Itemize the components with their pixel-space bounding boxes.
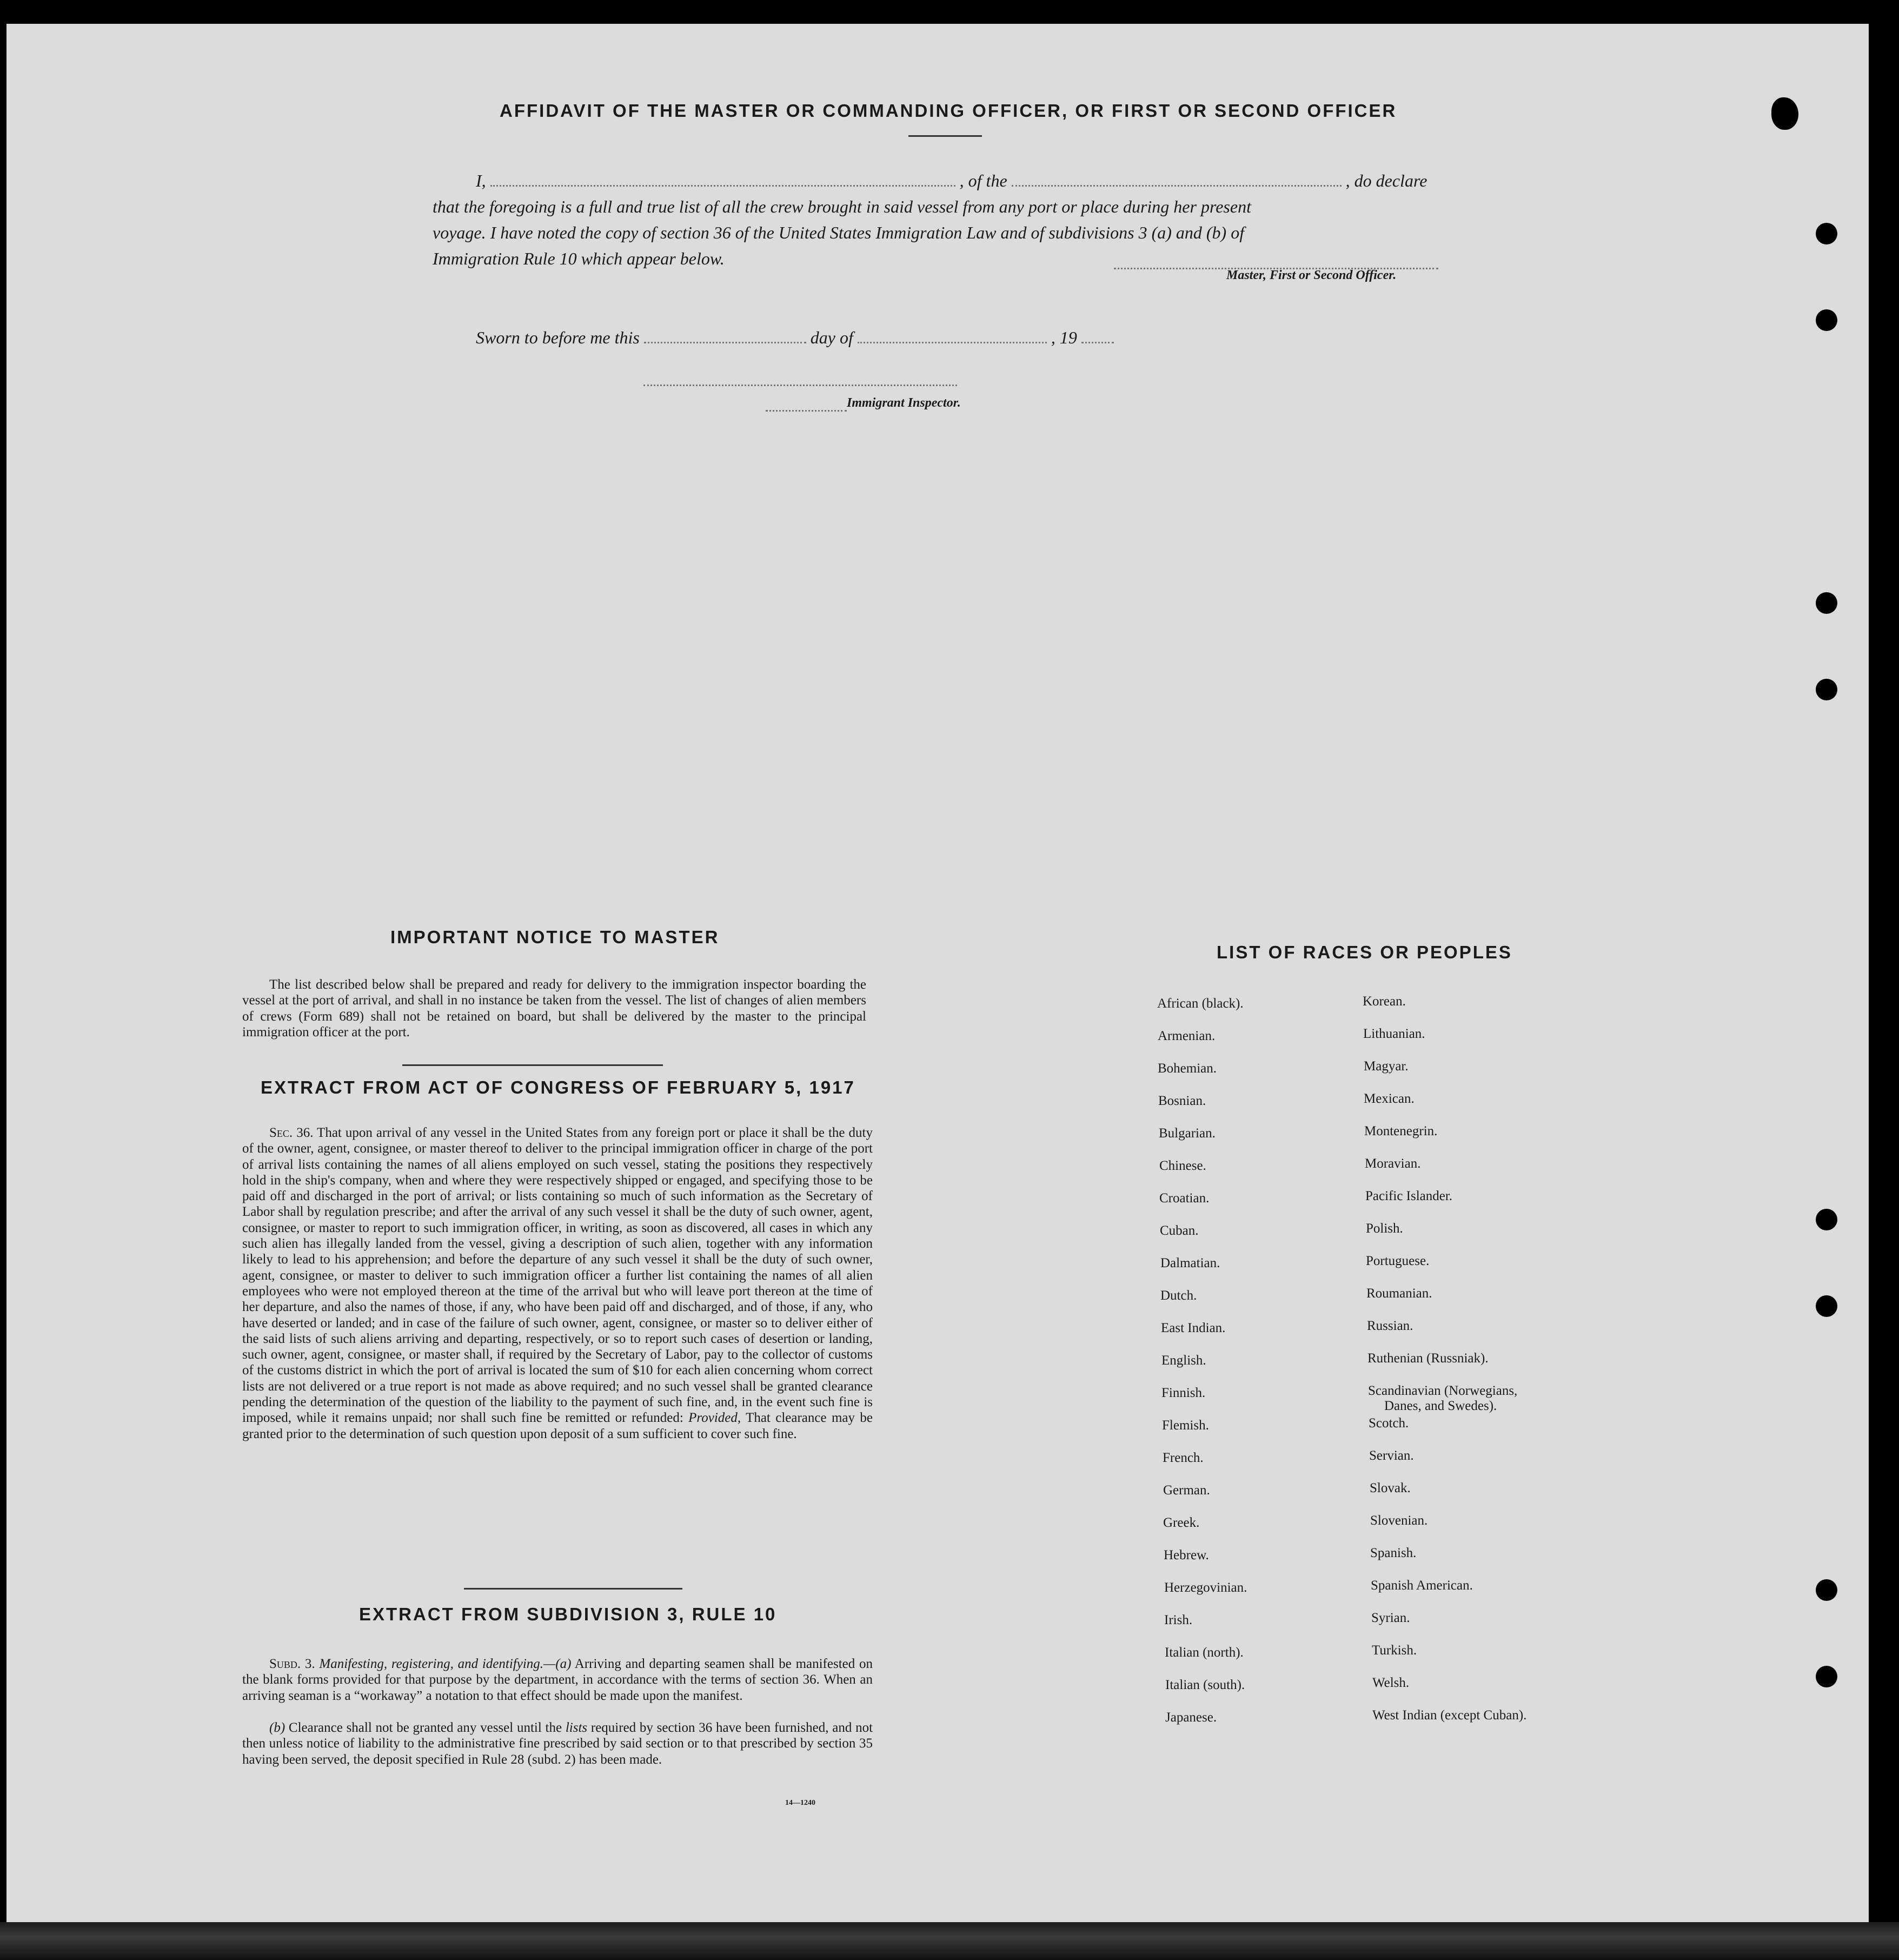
punch-hole-icon: [1816, 679, 1837, 700]
race-item: Armenian.: [1158, 1029, 1216, 1043]
race-item: East Indian.: [1161, 1321, 1226, 1335]
race-item: Pacific Islander.: [1365, 1189, 1453, 1203]
race-item: Herzegovinian.: [1164, 1580, 1247, 1595]
year-label: , 19: [1051, 328, 1077, 347]
race-item: Moravian.: [1365, 1156, 1421, 1171]
ink-blot-icon: [1771, 97, 1798, 130]
para-a-label: —(a): [543, 1657, 572, 1671]
race-item: English.: [1161, 1353, 1206, 1368]
act-extract-title: EXTRACT FROM ACT OF CONGRESS OF FEBRUARY 5, 1917: [261, 1077, 855, 1097]
section-label: Sec. 36.: [269, 1125, 314, 1140]
rule-extract-title: EXTRACT FROM SUBDIVISION 3, RULE 10: [359, 1604, 777, 1624]
form-number: 14—1240: [785, 1799, 815, 1807]
punch-hole-icon: [1816, 1666, 1837, 1687]
race-item: Cuban.: [1160, 1223, 1199, 1238]
race-item: Italian (north).: [1165, 1645, 1244, 1660]
title-rule: [908, 135, 982, 137]
declarant-prefix: I,: [476, 171, 486, 190]
para-b-text-1: Clearance shall not be granted any vessel until the: [288, 1720, 562, 1735]
notice-title: IMPORTANT NOTICE TO MASTER: [390, 927, 720, 947]
affidavit-title: AFFIDAVIT OF THE MASTER OR COMMANDING OFFICER, OR FIRST OR SECOND OFFICER: [500, 101, 1397, 121]
race-item: Russian.: [1367, 1319, 1413, 1333]
affidavit-line-4: Immigration Rule 10 which appear below.: [433, 249, 725, 268]
vessel-name-field[interactable]: [1012, 184, 1342, 187]
sworn-line: [476, 325, 1114, 350]
race-item: Bulgarian.: [1159, 1126, 1216, 1141]
provided-label: Provided,: [688, 1411, 741, 1426]
inspector-prefix-field[interactable]: [766, 409, 847, 412]
race-item: Magyar.: [1364, 1059, 1409, 1074]
race-item: Polish.: [1366, 1221, 1403, 1236]
para-b-label: (b): [269, 1720, 285, 1735]
race-item: German.: [1163, 1483, 1210, 1498]
para-b-text-2: required by section 36 have been furnished, and not then unless notice of liability to the administrative fine prescribed by said section or to that prescribed by section 35 having been served, the deposit specified in Rule 28 (subd. 2) has been made.: [242, 1720, 873, 1767]
race-item: Scotch.: [1369, 1416, 1409, 1431]
race-item: Finnish.: [1161, 1386, 1206, 1400]
race-item: Spanish.: [1370, 1546, 1417, 1560]
race-item: Lithuanian.: [1363, 1027, 1425, 1041]
race-item: Bohemian.: [1158, 1061, 1217, 1076]
inspector-signature-field[interactable]: [643, 384, 957, 386]
race-item: African (black).: [1157, 996, 1244, 1011]
punch-hole-icon: [1816, 309, 1837, 331]
sworn-month-field[interactable]: [858, 341, 1047, 343]
race-item: Bosnian.: [1158, 1094, 1206, 1108]
race-item: Irish.: [1164, 1613, 1193, 1627]
race-item: French.: [1163, 1451, 1204, 1465]
race-item: Roumanian.: [1366, 1286, 1432, 1301]
race-item: Ruthenian (Russniak).: [1367, 1351, 1489, 1366]
scan-border: [0, 1922, 1899, 1960]
inspector-label: Immigrant Inspector.: [847, 396, 961, 410]
master-signature-label: Master, First or Second Officer.: [1226, 268, 1397, 282]
affidavit-line-2: that the foregoing is a full and true list of all the crew brought in said vessel from any port or place during her present: [433, 197, 1251, 216]
form-page: [6, 24, 1869, 1922]
affidavit-line-1: [476, 168, 1427, 194]
section-36-text: That upon arrival of any vessel in the United States from any foreign port or place it shall be the duty of the owner, agent, consignee, or master thereof to deliver to the principal immigration officer in charge of the port of arrival lists containing the names of all aliens employed on such vessel, stating the positions they respectively hold in the ship's company, when and where they were respectively shipped or engaged, and specifying those to be paid off and discharged in the port of arrival; or lists containing so much of such information as the Secretary of Labor shall by regulation prescribe; and after the arrival of any such vessel it shall be the duty of such owner, agent, consignee, or master to report to such immigration officer, in writing, as soon as discovered, all cases in which any such alien has illegally landed from the vessel, giving a description of such alien, together with any information likely to lead to his apprehension; and before the departure of any such vessel it shall be the duty of such owner, agent, consignee, or master to deliver to such immigration officer a further list containing the names of all alien employees who were not employed thereon at the time of the arrival but who will leave port thereon at the time of her departure, and also the names of those, if any, who have been paid off and discharged, and of those, if any, who have deserted or landed; and in case of the failure of such owner, agent, consignee, or master so to deliver either of the said lists of such aliens arriving and departing, respectively, or so to report such cases of desertion or landing, such owner, agent, consignee, or master shall, if required by the Secretary of Labor, pay to the collector of customs of the customs district in which the port of arrival is located the sum of $10 for each alien concerning whom correct lists are not delivered or a true report is not made as above required; and no such vessel shall be granted clearance pending the determination of the question of the liability to the payment of such fine, and, in the event such fine is imposed, while it remains unpaid; nor shall such fine be remitted or refunded:: [242, 1125, 873, 1426]
race-item: Italian (south).: [1165, 1678, 1245, 1692]
race-item: Hebrew.: [1164, 1548, 1209, 1562]
punch-hole-icon: [1816, 1209, 1837, 1230]
race-item: Montenegrin.: [1364, 1124, 1438, 1138]
subd-heading: Manifesting, registering, and identifying.: [319, 1657, 544, 1671]
provided-text: That clearance may be granted prior to the determination of such question upon deposit of a sum sufficient to cover such fine.: [242, 1411, 873, 1441]
act-extract-rule: [464, 1588, 682, 1590]
race-item: Chinese.: [1159, 1158, 1206, 1173]
day-of-label: day of: [810, 328, 853, 347]
race-item: Syrian.: [1371, 1611, 1410, 1625]
punch-hole-icon: [1816, 1295, 1837, 1317]
race-item: Mexican.: [1364, 1091, 1415, 1106]
race-item: Spanish American.: [1371, 1578, 1473, 1593]
punch-hole-icon: [1816, 1579, 1837, 1601]
affidavit-line-3: voyage. I have noted the copy of section 36 of the United States Immigration Law and of subdivisions 3 (a) and (b) of: [433, 223, 1245, 242]
punch-hole-icon: [1816, 223, 1837, 244]
race-item: Scandinavian (Norwegians,: [1368, 1383, 1518, 1398]
punch-hole-icon: [1816, 592, 1837, 614]
race-item: Croatian.: [1159, 1191, 1210, 1206]
race-item: Portuguese.: [1366, 1254, 1430, 1268]
race-item: Danes, and Swedes).: [1384, 1399, 1497, 1413]
sworn-day-field[interactable]: [644, 341, 806, 343]
race-item: Japanese.: [1165, 1710, 1217, 1725]
notice-rule: [402, 1064, 663, 1066]
race-item: Turkish.: [1372, 1643, 1417, 1658]
races-title: LIST OF RACES OR PEOPLES: [1217, 942, 1512, 962]
declarant-name-field[interactable]: [490, 184, 955, 187]
do-declare-label: , do declare: [1345, 171, 1427, 190]
race-item: Welsh.: [1372, 1676, 1410, 1690]
race-item: Greek.: [1163, 1515, 1200, 1530]
para-b-lists: lists: [565, 1720, 588, 1735]
para-a-text: Arriving and departing seamen shall be manifested on the blank forms provided for that purpose by the department, in accordance with the terms of section 36. When an arriving seaman is a “workaway” a notation to that effect should be made upon the manifest.: [242, 1657, 873, 1703]
race-item: Dutch.: [1160, 1288, 1197, 1303]
race-item: Servian.: [1369, 1448, 1414, 1463]
rule-extract-para-b: [242, 1720, 873, 1767]
race-item: Flemish.: [1162, 1418, 1209, 1433]
race-item: Slovak.: [1370, 1481, 1411, 1495]
race-item: Dalmatian.: [1160, 1256, 1220, 1270]
notice-text: The list described below shall be prepared and ready for delivery to the immigration inspector boarding the vessel at the port of arrival, and shall in no instance be taken from the vessel. The list of changes of alien members of crews (Form 689) shall not be retained on board, but shall be delivered by the master to the principal immigration officer at the port.: [242, 977, 866, 1039]
race-item: West Indian (except Cuban).: [1372, 1708, 1527, 1723]
race-item: Korean.: [1363, 994, 1406, 1009]
sworn-year-field[interactable]: [1081, 341, 1114, 343]
race-item: Slovenian.: [1370, 1513, 1428, 1528]
act-extract-text: [242, 1125, 873, 1442]
sworn-label: Sworn to before me this: [476, 328, 640, 347]
rule-extract-para-a: [242, 1656, 873, 1704]
of-the-label: , of the: [959, 171, 1007, 190]
subd-label: Subd. 3.: [269, 1657, 315, 1671]
